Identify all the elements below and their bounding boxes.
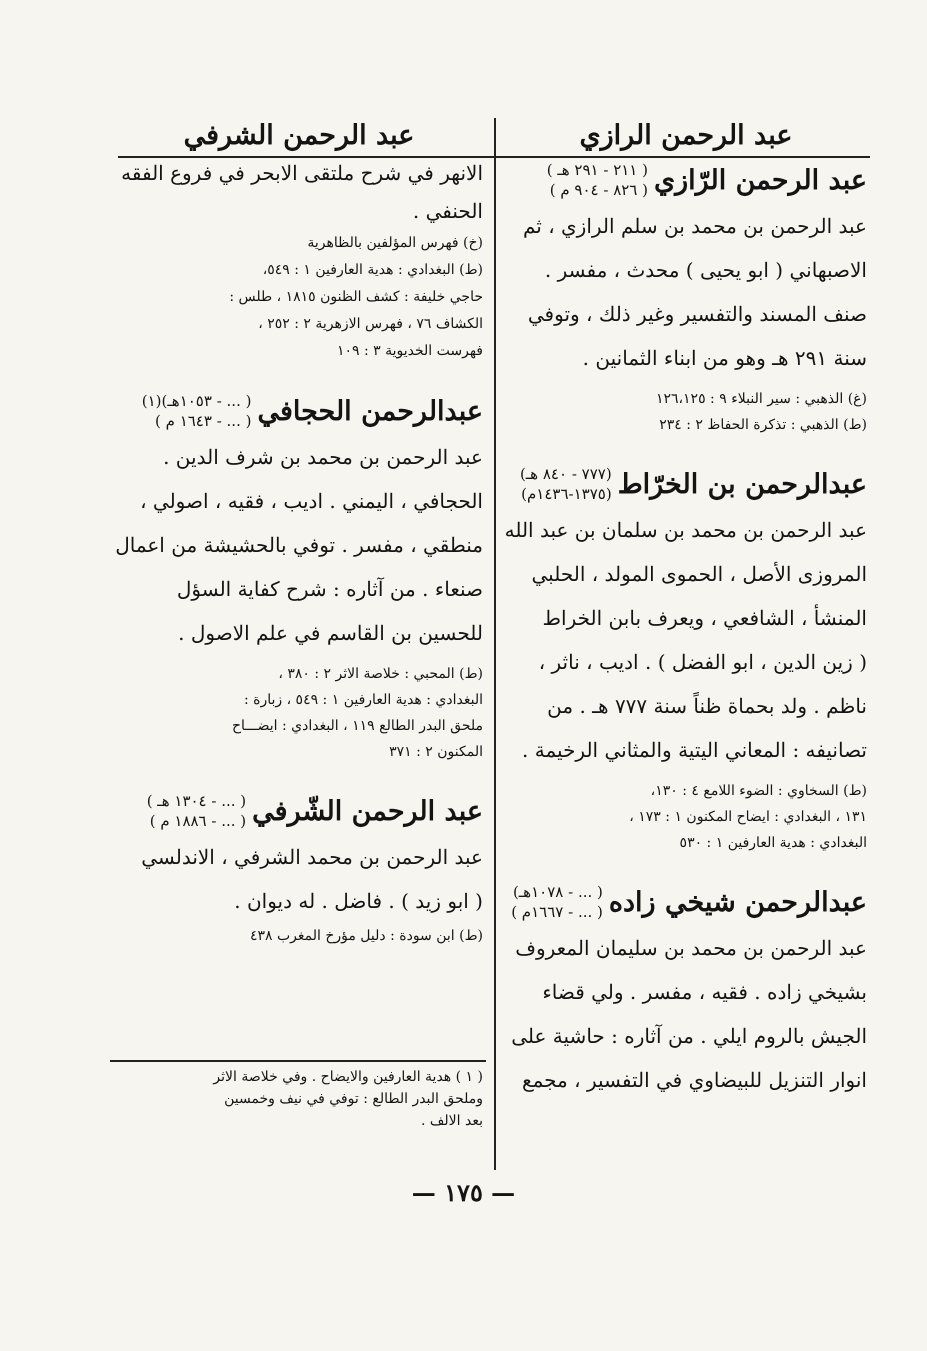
entry-body: عبد الرحمن بن محمد بن سلمان بن عبد الله المروزى الأصل ، الحموى المولد ، الحلبي المنشأ ، الشافعي ، ويعرف بابن الخراط ( زين الدين ، ابو الفضل ) . اديب ، ناثر ، ناظم . ولد بحماة ظناً سنة ٧٧٧ هـ . من تصانيفه : المعاني اليتية والمثاني الرخيمة . xyxy=(505,518,867,762)
entry-name: عبد الرحمن الرّازي xyxy=(653,164,867,196)
running-header-left: عبد الرحمن الشرفي xyxy=(183,120,415,151)
continuation-text: الانهر في شرح ملتقى الابحر في فروع الفقه الحنفي . xyxy=(121,161,483,223)
entry-body: عبد الرحمن بن محمد بن شرف الدين . الحجافي ، اليمني . اديب ، فقيه ، اصولي ، منطقي ، مفسر . توفي بالحشيشة من اعمال صنعاء . من آثاره : شرح كفاية السؤل للحسين بن القاسم في علم الاصول . xyxy=(115,445,483,645)
entry-references: (ط) ابن سودة : دليل مؤرخ المغرب ٤٣٨ xyxy=(249,928,483,944)
column-divider xyxy=(494,118,496,1170)
running-header-right: عبد الرحمن الرازي xyxy=(579,120,793,151)
entry-razi xyxy=(505,160,867,438)
right-column xyxy=(505,118,867,1102)
entry-dates: (٧٧٧ - ٨٤٠ هـ) (١٣٧٥-١٤٣٦م) xyxy=(519,465,612,503)
entry-hajjafi xyxy=(115,391,483,765)
entry-references: (غ) الذهبي : سير النبلاء ٩ : ١٢٦،١٢٥ (ط) الذهبي : تذكرة الحفاظ ٢ : ٢٣٤ xyxy=(655,391,867,433)
entry-dates: ( ٢١١ - ٢٩١ هـ ) ( ٨٢٦ - ٩٠٤ م ) xyxy=(546,161,648,199)
entry-sharafi xyxy=(115,791,483,949)
entry-references: (ط) المحبي : خلاصة الاثر ٢ : ٣٨٠ ، البغدادي : هدية العارفين ١ : ٥٤٩ ، زبارة : ملحق البدر الطالع ١١٩ ، البغدادي : ايضـــاح المكنون ٢ : ٣٧١ xyxy=(231,666,483,760)
entry-body: عبد الرحمن بن محمد بن سليمان المعروف بشيخي زاده . فقيه ، مفسر . ولي قضاء الجيش بالروم ايلي . من آثاره : حاشية على انوار التنزيل للبيضاوي في التفسير ، مجمع xyxy=(511,936,867,1092)
entry-dates: ( ... - ١٣٠٤ هـ ) ( ... - ١٨٨٦ م ) xyxy=(146,792,247,830)
entry-name: عبد الرحمن الشّرفي xyxy=(252,795,483,827)
left-column xyxy=(115,118,483,949)
footnote: ( ١ ) هدية العارفين والايضاح . وفي خلاصة الاثر وملحق البدر الطالع : توفي في نيف وخمسين بعد الالف . xyxy=(213,1069,483,1129)
entry-name: عبدالرحمن شيخي زاده xyxy=(608,886,867,918)
entry-body: عبد الرحمن بن محمد الشرفي ، الاندلسي ( ابو زيد ) . فاضل . له ديوان . xyxy=(141,845,483,913)
entry-shaykhizadeh xyxy=(505,882,867,1102)
entry-dates: ( ... - ١٠٥٣هـ)(١) ( ... - ١٦٤٣ م ) xyxy=(141,392,252,430)
entry-body: عبد الرحمن بن محمد بن سلم الرازي ، ثم الاصبهاني ( ابو يحيى ) محدث ، مفسر . صنف المسند والتفسير وغير ذلك ، وتوفي سنة ٢٩١ هـ وهو من ابناء الثمانين . xyxy=(522,214,867,370)
page-number: — ١٧٥ — xyxy=(411,1178,516,1207)
entry-dates: ( ... - ١٠٧٨هـ) ( ... - ١٦٦٧م ) xyxy=(511,883,603,921)
footnote-rule xyxy=(110,1060,486,1062)
entry-name: عبدالرحمن الحجافي xyxy=(257,395,483,427)
entry-name: عبدالرحمن بن الخرّاط xyxy=(617,468,867,500)
continuation-references: (خ) فهرس المؤلفين بالظاهرية (ط) البغدادي : هدية العارفين ١ : ٥٤٩، حاجي خليفة : كشف الظنون ١٨١٥ ، طلس : الكشاف ٧٦ ، فهرس الازهرية ٢ : ٢٥٢ ، فهرست الخديوية ٣ : ١٠٩ xyxy=(229,235,483,359)
entry-kharrat xyxy=(505,464,867,856)
entry-references: (ط) السخاوي : الضوء اللامع ٤ : ١٣٠، ١٣١ ، البغدادي : ايضاح المكنون ١ : ١٧٣ ، البغدادي : هدية العارفين ١ : ٥٣٠ xyxy=(629,783,867,851)
